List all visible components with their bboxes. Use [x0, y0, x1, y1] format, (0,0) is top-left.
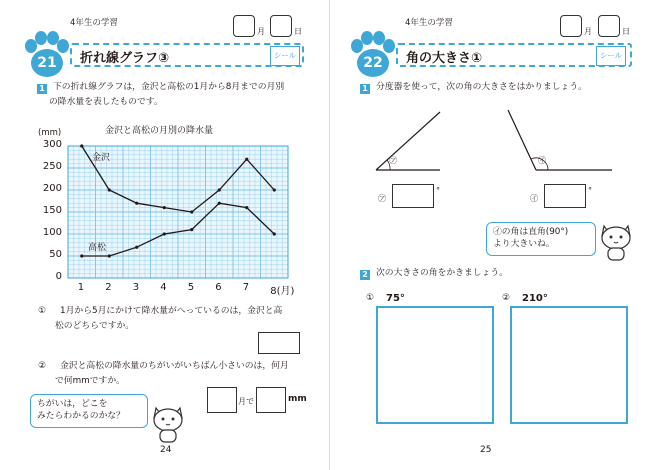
question-number: 1 — [37, 84, 47, 94]
page-number: 25 — [480, 445, 492, 455]
target-angle-75: 75° — [386, 293, 405, 304]
grade-label: 4年生の学習 — [70, 18, 118, 28]
data-point — [190, 210, 193, 213]
angle-i-answer-label: ㋑ — [530, 194, 538, 203]
data-point — [108, 188, 111, 191]
drawing-box-1[interactable] — [376, 306, 494, 424]
x-tick-label: 3 — [132, 282, 140, 293]
hint-line1: ちがいは，どこを — [37, 399, 108, 409]
chart-title: 金沢と高松の月別の降水量 — [105, 126, 214, 136]
y-tick-label: 100 — [42, 227, 62, 238]
right-page — [330, 0, 660, 470]
y-tick-label: 250 — [42, 161, 62, 172]
data-point — [245, 206, 248, 209]
y-tick-label: 50 — [49, 249, 62, 260]
sticker-box[interactable]: シール — [596, 46, 626, 66]
cat-mascot-icon — [598, 222, 634, 262]
data-point — [163, 232, 166, 235]
x-tick-label: 2 — [105, 282, 112, 293]
data-point — [135, 246, 138, 249]
question-text-line2: の降水量を表したものです。 — [49, 97, 163, 107]
x-tick-label: 6 — [215, 282, 222, 293]
grade-label: 4年生の学習 — [405, 18, 453, 28]
data-point — [245, 158, 248, 161]
degree-mark: ° — [436, 186, 440, 195]
x-tick-label: 5 — [187, 282, 195, 293]
data-point — [80, 254, 83, 257]
sub-question-marker: ① — [38, 306, 46, 316]
x-tick-label: 4 — [160, 282, 167, 293]
answer-mm-unit: mm — [288, 394, 307, 404]
x-tick-label: 1 — [77, 282, 85, 293]
answer-mm-box[interactable] — [256, 387, 286, 413]
y-tick-label: 0 — [55, 271, 62, 282]
y-tick-label: 200 — [42, 183, 62, 194]
series-label-takamatsu: 高松 — [88, 243, 107, 253]
angle-i-mark: ㋑ — [538, 156, 546, 165]
hint-line2: より大きいね。 — [493, 239, 555, 249]
drawing-box-2[interactable] — [510, 306, 628, 424]
y-tick-label: 300 — [42, 139, 62, 150]
data-point — [80, 144, 83, 147]
sub-question-marker: ② — [502, 293, 510, 303]
hint-bubble — [486, 222, 596, 256]
day-label: 日 — [622, 27, 630, 36]
data-point — [273, 188, 276, 191]
angle-a-answer-box[interactable] — [392, 184, 434, 208]
angle-a-answer-label: ㋐ — [378, 194, 386, 203]
sub-question-1-line1: 1月から5月にかけて降水量がへっているのは，金沢と高 — [60, 306, 283, 316]
hint-line1: ㋑の角は直角(90°) — [493, 227, 569, 237]
question-text-line1: 下の折れ線グラフは，金沢と高松の1月から8月までの月別 — [53, 82, 285, 92]
page-number: 24 — [160, 445, 172, 455]
day-label: 日 — [294, 27, 302, 36]
question-number: 2 — [360, 270, 370, 280]
cat-mascot-icon — [150, 404, 186, 444]
question-number: 1 — [360, 84, 370, 94]
x-tick-label: 8(月) — [270, 286, 295, 297]
sticker-box[interactable]: シール — [270, 46, 300, 66]
lesson-number: 21 — [37, 55, 57, 71]
data-point — [163, 206, 166, 209]
angle-a-figure — [376, 112, 440, 170]
hint-bubble — [30, 394, 148, 428]
page-title: 角の大きさ① — [406, 51, 483, 66]
y-axis-label: (mm) — [38, 128, 62, 138]
sub-question-1-line2: 松のどちらですか。 — [55, 321, 135, 331]
data-point — [135, 202, 138, 205]
angle-a-mark: ㋐ — [389, 156, 397, 165]
question-text: 次の大きさの角をかきましょう。 — [376, 268, 508, 278]
sub-question-marker: ① — [366, 293, 374, 303]
angle-i-figure — [508, 110, 612, 170]
lesson-number: 22 — [363, 55, 383, 71]
data-point — [218, 188, 221, 191]
y-tick-label: 150 — [42, 205, 62, 216]
data-point — [190, 228, 193, 231]
month-label: 月 — [257, 27, 265, 36]
answer-month-box[interactable] — [207, 387, 237, 413]
answer-month-unit: 月で — [238, 397, 254, 406]
data-point — [108, 254, 111, 257]
angle-i-answer-box[interactable] — [544, 184, 586, 208]
sub-question-2-line2: で何mmですか。 — [55, 376, 125, 386]
page-title: 折れ線グラフ③ — [80, 51, 170, 66]
x-tick-label: 7 — [242, 282, 250, 293]
degree-mark: ° — [588, 186, 592, 195]
data-point — [273, 232, 276, 235]
month-label: 月 — [584, 27, 592, 36]
data-point — [218, 202, 221, 205]
question-text: 分度器を使って，次の角の大きさをはかりましょう。 — [376, 82, 587, 92]
answer-box-1[interactable] — [258, 332, 300, 354]
sub-question-marker: ② — [38, 361, 46, 371]
sub-question-2-line1: 金沢と高松の降水量のちがいがいちばん小さいのは，何月 — [60, 361, 289, 371]
target-angle-210: 210° — [522, 293, 548, 304]
series-label-kanazawa: 金沢 — [92, 153, 111, 163]
hint-line2: みたらわかるのかな？ — [37, 411, 125, 421]
